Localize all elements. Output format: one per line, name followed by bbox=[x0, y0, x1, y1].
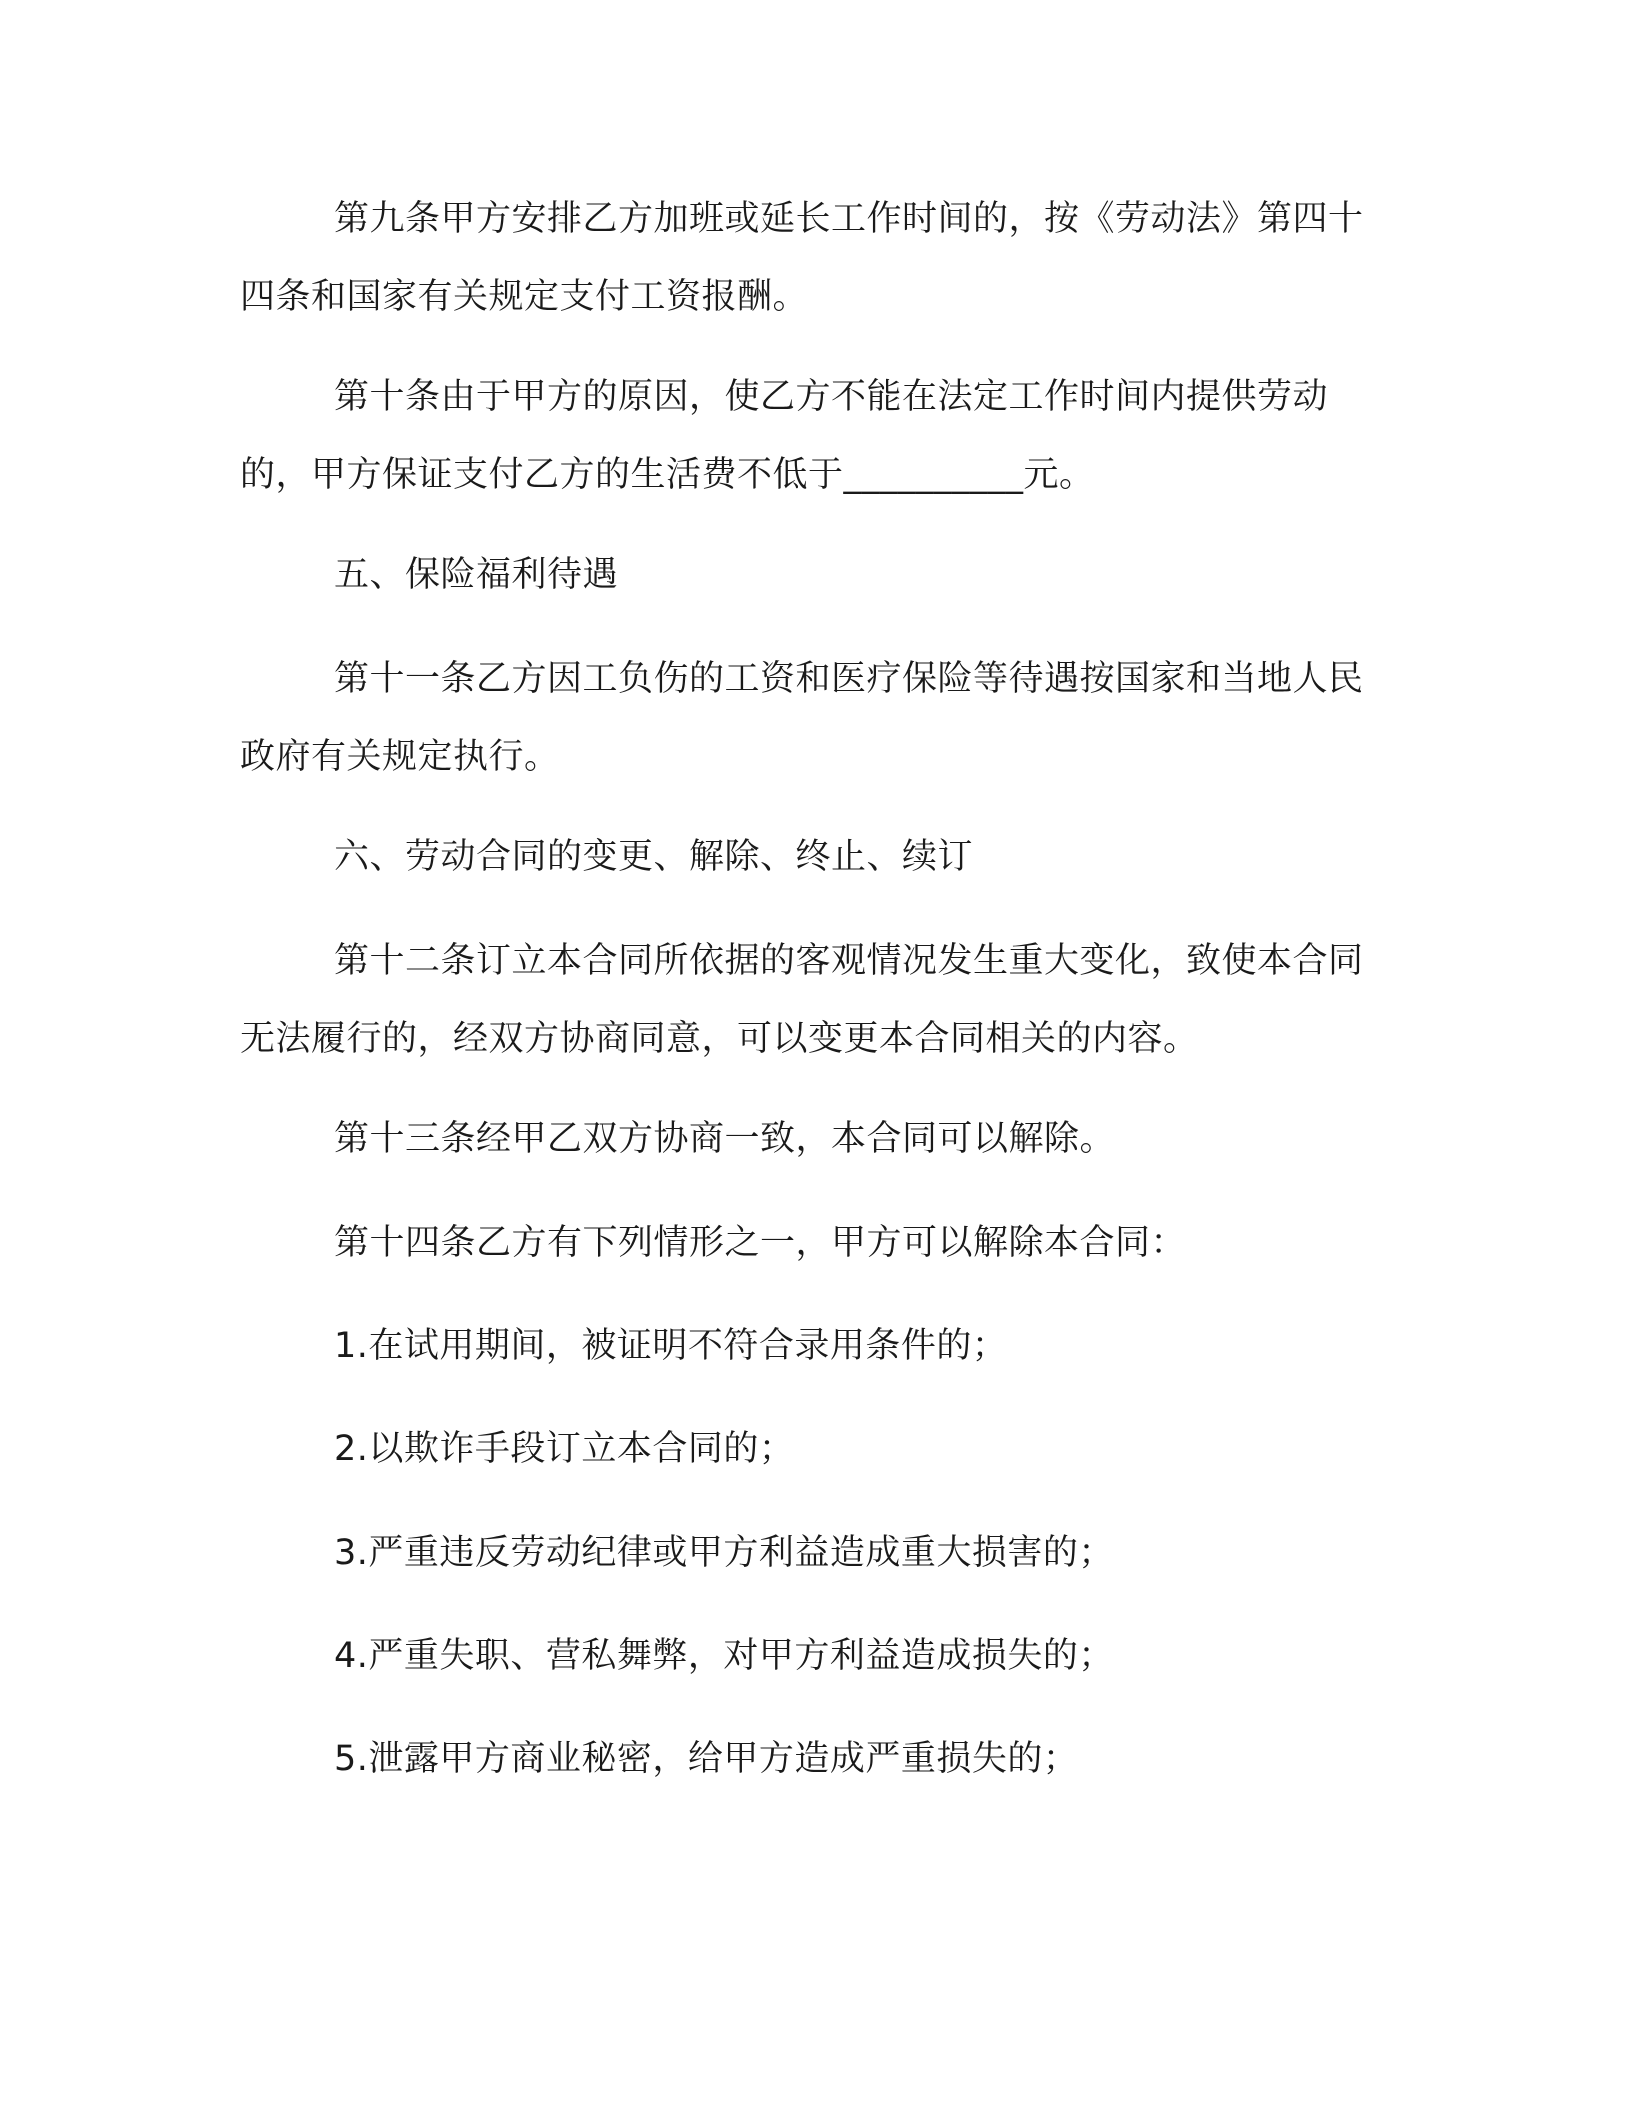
section-heading-insurance: 五、保险福利待遇 bbox=[334, 555, 619, 595]
article-11: 第十一条乙方因工负伤的工资和医疗保险等待遇按国家和当地人民政府有关规定执行。 bbox=[240, 659, 1364, 777]
list-item-1: 1.在试用期间，被证明不符合录用条件的； bbox=[334, 1326, 1008, 1366]
section-heading-contract-changes: 六、劳动合同的变更、解除、终止、续订 bbox=[334, 837, 974, 877]
article-10: 第十条由于甲方的原因，使乙方不能在法定工作时间内提供劳动的，甲方保证支付乙方的生活费不低于__________元。 bbox=[240, 377, 1329, 495]
article-14: 第十四条乙方有下列情形之一，甲方可以解除本合同： bbox=[334, 1223, 1187, 1263]
list-item-3: 3.严重违反劳动纪律或甲方利益造成重大损害的； bbox=[334, 1533, 1114, 1573]
article-13: 第十三条经甲乙双方协商一致，本合同可以解除。 bbox=[334, 1119, 1116, 1159]
list-item-4: 4.严重失职、营私舞弊，对甲方利益造成损失的； bbox=[334, 1636, 1114, 1676]
article-12: 第十二条订立本合同所依据的客观情况发生重大变化，致使本合同无法履行的，经双方协商同意，可以变更本合同相关的内容。 bbox=[240, 941, 1364, 1059]
list-item-2: 2.以欺诈手段订立本合同的； bbox=[334, 1429, 795, 1469]
list-item-5: 5.泄露甲方商业秘密，给甲方造成严重损失的； bbox=[334, 1739, 1079, 1779]
article-9: 第九条甲方安排乙方加班或延长工作时间的，按《劳动法》第四十四条和国家有关规定支付工资报酬。 bbox=[240, 199, 1364, 317]
